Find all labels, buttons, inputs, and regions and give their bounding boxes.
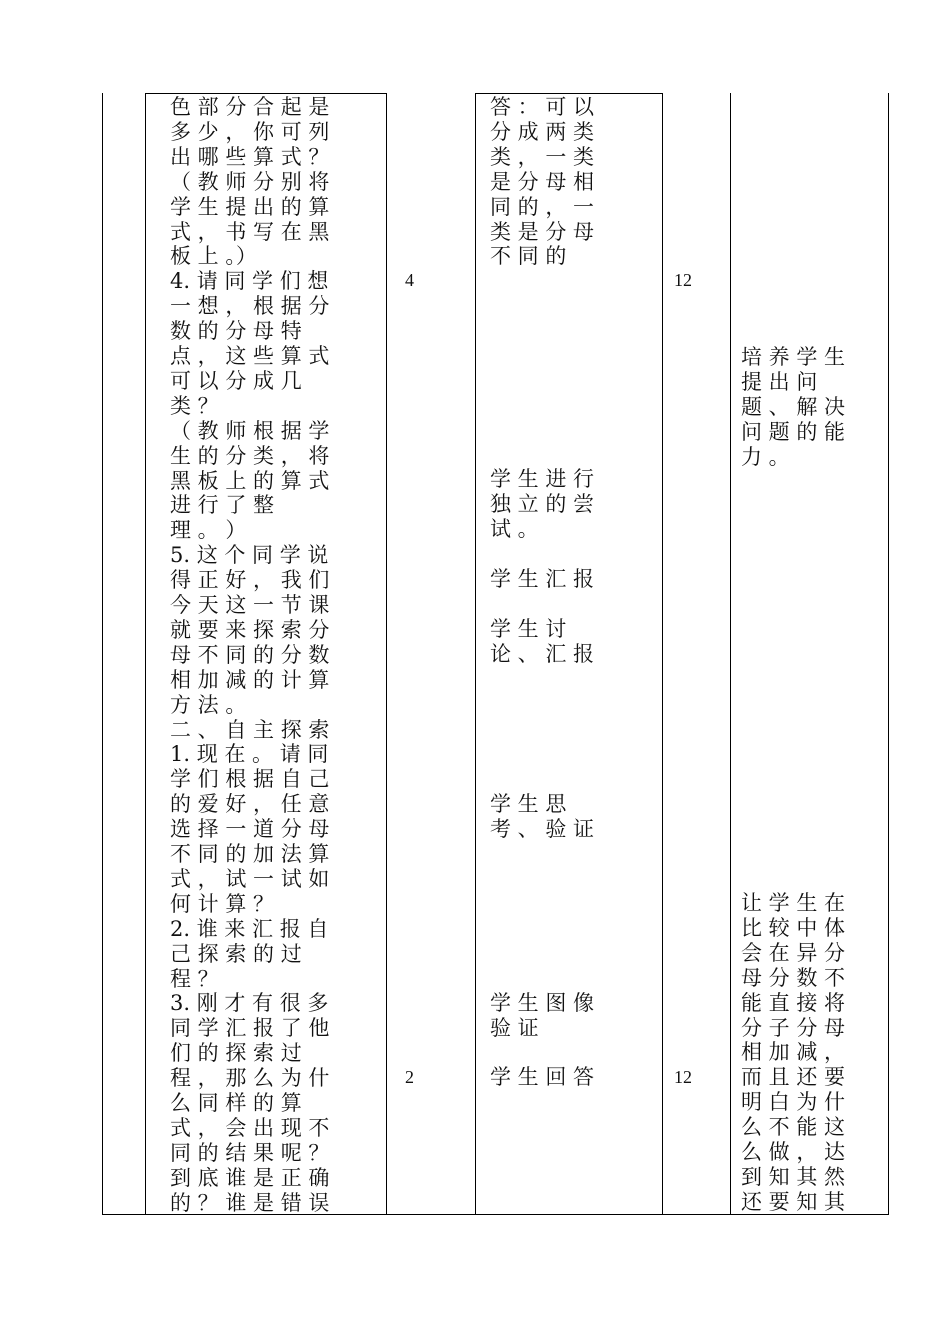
text-line: 比 较 中 体 [741, 915, 846, 940]
text-line: 得 正 好 ， 我 们 [170, 568, 330, 593]
text-line: 生 的 分 类 ， 将 [170, 443, 330, 468]
text-line: 色 部 分 合 起 是 [170, 95, 330, 119]
text-line: 的 ？ 谁 是 错 误 [170, 1190, 330, 1215]
text-line: 分 子 分 母 [741, 1015, 846, 1040]
text-line: （ 教 师 根 据 学 [170, 418, 330, 443]
text-line: 何 计 算 ？ [170, 891, 275, 916]
text-line: 3. 刚 才 有 很 多 [170, 991, 329, 1016]
text-line: 5. 这 个 同 学 说 [170, 543, 329, 568]
text-line: 同 学 汇 报 了 他 [170, 1016, 330, 1041]
text-line: 相 加 减 的 计 算 [170, 667, 330, 692]
text-line: 学 生 提 出 的 算 [170, 194, 330, 219]
text-line: 同 的 ， 一 [490, 194, 595, 219]
text-line: 学 生 回 答 [490, 1065, 595, 1089]
text-line: 让 学 生 在 [741, 891, 846, 915]
text-line: 方 法 。 [170, 692, 247, 717]
text-line: 问 题 的 能 [741, 419, 846, 444]
text-line: 1. 现 在 。 请 同 [170, 742, 329, 767]
text-line: 会 在 异 分 [741, 940, 846, 965]
text-line: 是 分 母 相 [490, 169, 595, 194]
text-line: 今 天 这 一 节 课 [170, 593, 330, 617]
text-line: 而 且 还 要 [741, 1065, 846, 1090]
minutes-value-2: 12 [674, 1067, 692, 1087]
text-line: 式 ， 试 一 试 如 [170, 866, 330, 891]
text-line: 明 白 为 什 [741, 1090, 846, 1115]
text-line: 学 们 根 据 自 己 [170, 767, 330, 792]
table-border-right [888, 93, 889, 1215]
text-line: 板 上 。） [170, 244, 257, 269]
text-line: 论 、 汇 报 [490, 641, 595, 666]
table-border-left [102, 93, 103, 1215]
text-line: 就 要 来 探 索 分 [170, 617, 330, 642]
text-line: 类 是 分 母 [490, 219, 595, 244]
text-line: 力 。 [741, 444, 790, 469]
text-line: 出 哪 些 算 式 ？ [170, 144, 330, 169]
text-line: 点 ， 这 些 算 式 [170, 344, 330, 368]
text-line: 学 生 思 [490, 792, 567, 816]
text-line: 答 ： 可 以 [490, 95, 595, 119]
text-line: 学 生 图 像 [490, 991, 595, 1015]
text-line: 不 同 的 加 法 算 [170, 842, 330, 866]
text-line: 式 ， 书 写 在 黑 [170, 219, 330, 244]
table-divider-1 [145, 93, 146, 1215]
text-line: 式 ， 会 出 现 不 [170, 1115, 330, 1140]
text-line: 验 证 [490, 1015, 539, 1040]
text-line: 类 ？ [170, 393, 219, 418]
text-line: 母 分 数 不 [741, 965, 846, 990]
time-value-1: 4 [405, 270, 414, 290]
text-line: 么 做 ， 达 [741, 1140, 846, 1164]
text-line: 2. 谁 来 汇 报 自 [170, 916, 329, 941]
text-line: 学 生 进 行 [490, 467, 595, 491]
table-divider-3 [475, 93, 476, 1215]
text-line: 们 的 探 索 过 [170, 1041, 302, 1066]
text-line: 到 底 谁 是 正 确 [170, 1165, 330, 1190]
text-line: 同 的 结 果 呢 ？ [170, 1140, 330, 1165]
text-line: 二 、 自 主 探 索 [170, 717, 330, 742]
text-line: （ 教 师 分 别 将 [170, 169, 330, 194]
text-line: 到 知 其 然 [741, 1164, 846, 1189]
text-line: 不 同 的 [490, 244, 567, 269]
text-line: 进 行 了 整 [170, 493, 275, 518]
text-line: 学 生 讨 [490, 617, 567, 641]
inner-top-line-activity [475, 93, 663, 94]
text-line: 可 以 分 成 几 [170, 368, 302, 393]
text-line: 数 的 分 母 特 [170, 319, 302, 344]
text-line: 题 、 解 决 [741, 394, 846, 419]
text-line: 选 择 一 道 分 母 [170, 817, 330, 842]
text-line: 己 探 索 的 过 [170, 941, 302, 966]
text-line: 学 生 汇 报 [490, 567, 595, 591]
text-line: 还 要 知 其 [741, 1189, 846, 1214]
text-line: 母 不 同 的 分 数 [170, 642, 330, 667]
text-line: 么 同 样 的 算 [170, 1091, 302, 1115]
text-line: 试 。 [490, 516, 539, 541]
text-line: 的 爱 好 ， 任 意 [170, 792, 330, 817]
text-line: 提 出 问 [741, 369, 818, 394]
text-line: 能 直 接 将 [741, 990, 846, 1015]
text-line: 4. 请 同 学 们 想 [170, 269, 329, 294]
text-line: 程 ？ [170, 966, 219, 991]
text-line: 相 加 减 ， [741, 1040, 846, 1065]
text-line: 理 。 ） [170, 518, 247, 543]
text-line: 多 少 ， 你 可 列 [170, 119, 330, 144]
text-line: 程 ， 那 么 为 什 [170, 1066, 330, 1091]
text-line: 分 成 两 类 [490, 119, 595, 144]
table-divider-5 [730, 93, 731, 1215]
time-value-2: 2 [405, 1067, 414, 1087]
text-line: 黑 板 上 的 算 式 [170, 468, 330, 493]
table-divider-4 [662, 93, 663, 1215]
inner-top-line-process [145, 93, 387, 94]
text-line: 培 养 学 生 [741, 345, 846, 369]
text-line: 么 不 能 这 [741, 1115, 846, 1140]
text-line: 独 立 的 尝 [490, 491, 595, 516]
minutes-value-1: 12 [674, 270, 692, 290]
table-divider-2 [386, 93, 387, 1215]
text-line: 一 想 ， 根 据 分 [170, 294, 330, 319]
text-line: 考 、 验 证 [490, 816, 595, 841]
text-line: 类 ， 一 类 [490, 144, 595, 169]
